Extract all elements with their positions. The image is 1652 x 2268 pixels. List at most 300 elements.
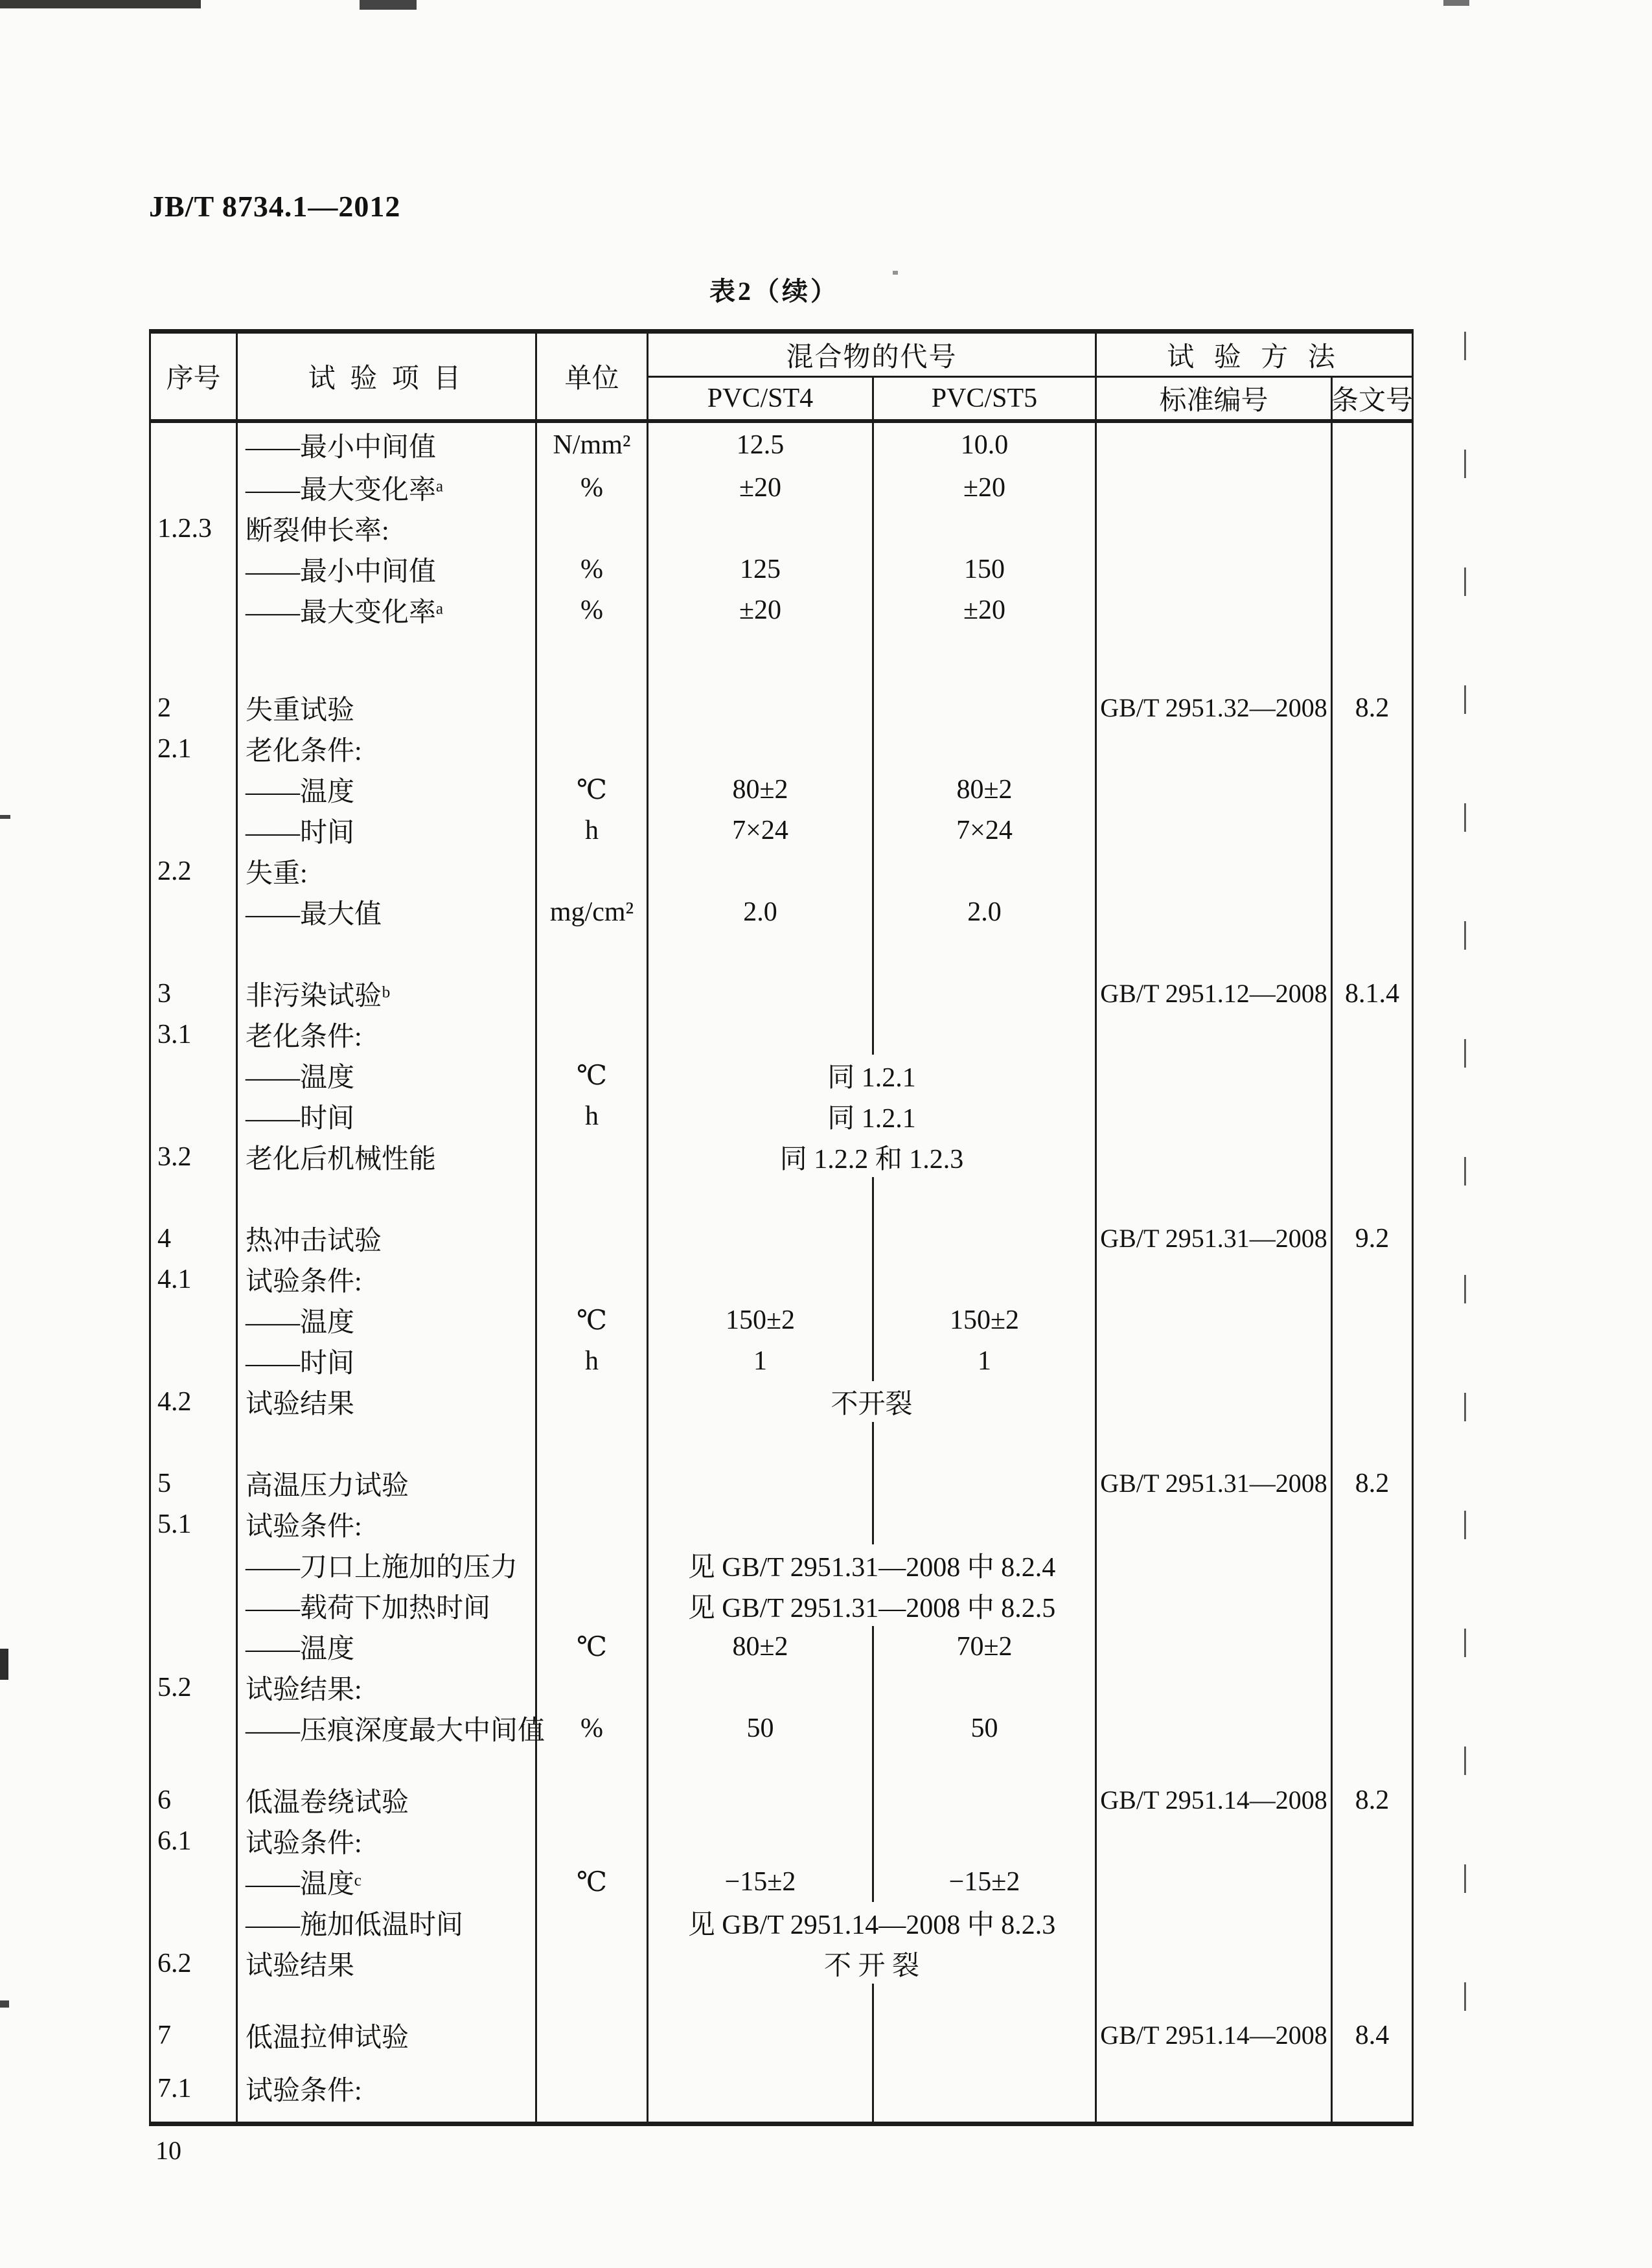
table-row <box>151 1544 1412 1585</box>
cell-article <box>1333 630 1412 687</box>
cell-standard <box>1097 1422 1333 1463</box>
table-row <box>151 590 1412 630</box>
cell-article <box>1333 1055 1412 1095</box>
cell-unit: % <box>537 590 648 630</box>
cell-unit: ℃ <box>537 1626 648 1667</box>
cell-st4 <box>648 1780 874 1820</box>
cell-standard <box>1097 1014 1333 1055</box>
cell-seq <box>151 1984 238 2015</box>
table-title: 表2（续） <box>709 277 839 306</box>
cell-seq <box>151 1585 238 1626</box>
cell-seq <box>151 1095 238 1136</box>
cell-standard <box>1097 769 1333 810</box>
table-row <box>151 1748 1412 1780</box>
cell-st4 <box>648 973 874 1014</box>
table-row <box>151 1902 1412 1943</box>
cell-article <box>1333 769 1412 810</box>
cell-seq: 2.1 <box>151 728 238 769</box>
cell-st5 <box>874 630 1097 687</box>
cell-item: ——时间 <box>238 1340 537 1381</box>
cell-article: 8.2 <box>1355 1468 1390 1498</box>
cell-st5: 150 <box>874 549 1097 590</box>
table-row <box>151 1014 1412 1055</box>
cell-unit: % <box>537 549 648 590</box>
cell-st5: −15±2 <box>874 1861 1097 1902</box>
cell-st4 <box>648 1422 874 1463</box>
table-row <box>151 1259 1412 1300</box>
cell-span-value: 同 1.2.2 和 1.2.3 <box>648 1136 1097 1177</box>
table-row <box>151 810 1412 851</box>
cell-seq: 6.2 <box>151 1943 238 1984</box>
cell-st4: 80±2 <box>648 1626 874 1667</box>
cell-st5 <box>874 1463 1097 1504</box>
cell-seq: 4.1 <box>151 1259 238 1300</box>
cell-article <box>1333 1136 1412 1177</box>
header-seq: 序号 <box>151 334 238 419</box>
cell-seq: 6 <box>151 1780 238 1820</box>
table-body <box>151 423 1412 2122</box>
cell-standard <box>1097 1943 1333 1984</box>
table-row <box>151 1177 1412 1218</box>
cell-unit <box>537 508 648 549</box>
cell-span-value: 同 1.2.1 <box>648 1095 1097 1136</box>
cell-item: ——时间 <box>238 1095 537 1136</box>
cell-seq <box>151 1708 238 1748</box>
page-number: 10 <box>155 2136 181 2165</box>
cell-seq <box>151 1177 238 1218</box>
cell-span-value: 同 1.2.1 <box>648 1055 1097 1095</box>
cell-article <box>1333 1177 1412 1218</box>
cell-st4 <box>648 2056 874 2122</box>
cell-unit <box>537 1820 648 1861</box>
cell-standard <box>1097 1748 1333 1780</box>
cell-item: 热冲击试验 <box>238 1218 537 1259</box>
cell-unit <box>537 1504 648 1544</box>
cell-standard <box>1097 590 1333 630</box>
cell-st4 <box>648 728 874 769</box>
scan-mark-left-blob <box>0 1649 8 1680</box>
cell-article <box>1333 1626 1412 1667</box>
cell-standard <box>1097 1861 1333 1902</box>
cell-st4 <box>648 630 874 687</box>
table-row <box>151 1585 1412 1626</box>
cell-unit <box>537 630 648 687</box>
cell-st5: 2.0 <box>874 891 1097 932</box>
cell-item: ——刀口上施加的压力 <box>238 1544 537 1585</box>
scan-smudge-top-right <box>1443 0 1469 6</box>
cell-article <box>1333 1748 1412 1780</box>
cell-article <box>1333 1544 1412 1585</box>
cell-unit: ℃ <box>537 1861 648 1902</box>
cell-item <box>238 1422 537 1463</box>
cell-item: ——温度 <box>238 1055 537 1095</box>
cell-unit <box>537 687 648 728</box>
cell-item: ——施加低温时间 <box>238 1902 537 1943</box>
cell-seq: 5.2 <box>151 1667 238 1708</box>
cell-st5 <box>874 1177 1097 1218</box>
cell-seq: 6.1 <box>151 1820 238 1861</box>
table-row <box>151 508 1412 549</box>
cell-item: ——温度 <box>238 1300 537 1340</box>
cell-st4 <box>648 508 874 549</box>
cell-st5 <box>874 1820 1097 1861</box>
cell-standard <box>1097 1667 1333 1708</box>
cell-item <box>238 1984 537 2015</box>
cell-st5: 7×24 <box>874 810 1097 851</box>
cell-article <box>1333 2056 1412 2122</box>
table-row <box>151 1667 1412 1708</box>
cell-st4: ±20 <box>648 590 874 630</box>
cell-standard <box>1097 1626 1333 1667</box>
cell-unit <box>537 2056 648 2122</box>
cell-item: 试验结果 <box>238 1381 537 1422</box>
table-row <box>151 728 1412 769</box>
cell-item: 试验结果 <box>238 1943 537 1984</box>
cell-article <box>1333 728 1412 769</box>
cell-unit: % <box>537 1708 648 1748</box>
table-row <box>151 891 1412 932</box>
cell-unit <box>537 1748 648 1780</box>
table-row <box>151 1820 1412 1861</box>
cell-st4 <box>648 1667 874 1708</box>
cell-seq <box>151 1902 238 1943</box>
cell-item: ——时间 <box>238 810 537 851</box>
cell-article <box>1333 1820 1412 1861</box>
cell-item: 低温卷绕试验 <box>238 1780 537 1820</box>
cell-st4: 2.0 <box>648 891 874 932</box>
cell-item: 高温压力试验 <box>238 1463 537 1504</box>
cell-article <box>1333 1014 1412 1055</box>
cell-article <box>1333 932 1412 973</box>
table-row <box>151 1055 1412 1095</box>
cell-st4 <box>648 2015 874 2056</box>
cell-article: 8.2 <box>1355 1785 1390 1815</box>
cell-unit <box>537 1136 648 1177</box>
cell-article <box>1333 1259 1412 1300</box>
cell-article <box>1333 423 1412 467</box>
table-row <box>151 1780 1412 1820</box>
cell-st5 <box>874 687 1097 728</box>
cell-st4 <box>648 1259 874 1300</box>
cell-st5 <box>874 728 1097 769</box>
cell-st4 <box>648 1504 874 1544</box>
cell-st4 <box>648 1014 874 1055</box>
cell-st4 <box>648 932 874 973</box>
cell-article <box>1333 508 1412 549</box>
cell-standard <box>1097 1504 1333 1544</box>
cell-unit <box>537 1585 648 1626</box>
cell-article <box>1333 1340 1412 1381</box>
cell-standard <box>1097 932 1333 973</box>
table-row <box>151 932 1412 973</box>
cell-seq <box>151 630 238 687</box>
cell-unit <box>537 1259 648 1300</box>
cell-span-value: 不 开 裂 <box>648 1943 1097 1984</box>
cell-standard <box>1097 1340 1333 1381</box>
cell-seq <box>151 1626 238 1667</box>
cell-st4 <box>648 1463 874 1504</box>
cell-standard <box>1097 1055 1333 1095</box>
cell-st5: 70±2 <box>874 1626 1097 1667</box>
cell-st4 <box>648 1748 874 1780</box>
cell-st5 <box>874 1422 1097 1463</box>
cell-unit <box>537 1463 648 1504</box>
cell-standard: GB/T 2951.12—2008 <box>1097 973 1333 1014</box>
cell-st5: 10.0 <box>874 423 1097 467</box>
cell-article <box>1333 1095 1412 1136</box>
cell-standard <box>1097 1381 1333 1422</box>
table-row <box>151 851 1412 891</box>
cell-standard <box>1097 1708 1333 1748</box>
table-row <box>151 423 1412 467</box>
table-row <box>151 2056 1412 2122</box>
cell-unit <box>537 2015 648 2056</box>
cell-seq <box>151 590 238 630</box>
table-row <box>151 687 1412 728</box>
cell-standard <box>1097 1259 1333 1300</box>
cell-seq: 4 <box>151 1218 238 1259</box>
cell-unit <box>537 1014 648 1055</box>
cell-article <box>1333 1300 1412 1340</box>
table-row <box>151 1422 1412 1463</box>
header-item: 试 验 项 目 <box>238 334 537 419</box>
cell-article <box>1333 1708 1412 1748</box>
cell-item: ——压痕深度最大中间值 <box>238 1708 537 1748</box>
cell-item: 试验条件: <box>238 1259 537 1300</box>
table-row <box>151 1218 1412 1259</box>
cell-item: 失重试验 <box>238 687 537 728</box>
cell-item: 非污染试验ᵇ <box>238 973 537 1014</box>
cell-st5: 150±2 <box>874 1300 1097 1340</box>
cell-standard <box>1097 467 1333 508</box>
cell-item: ——最小中间值 <box>238 549 537 590</box>
cell-unit <box>537 1984 648 2015</box>
cell-seq: 3.1 <box>151 1014 238 1055</box>
header-pvc-st4: PVC/ST4 <box>648 378 874 419</box>
cell-item <box>238 630 537 687</box>
cell-st5: 80±2 <box>874 769 1097 810</box>
cell-standard <box>1097 1820 1333 1861</box>
table-row <box>151 1340 1412 1381</box>
cell-st4: 12.5 <box>648 423 874 467</box>
cell-item: 试验条件: <box>238 1820 537 1861</box>
cell-st5 <box>874 1984 1097 2015</box>
table-row <box>151 1381 1412 1422</box>
cell-seq <box>151 1422 238 1463</box>
cell-st5 <box>874 1259 1097 1300</box>
table-row <box>151 1300 1412 1340</box>
cell-standard <box>1097 1544 1333 1585</box>
cell-item: 老化条件: <box>238 728 537 769</box>
cell-standard <box>1097 423 1333 467</box>
cell-article <box>1333 1381 1412 1422</box>
cell-article <box>1333 1861 1412 1902</box>
table-row <box>151 630 1412 687</box>
cell-item <box>238 932 537 973</box>
cell-seq <box>151 1300 238 1340</box>
cell-article <box>1333 1943 1412 1984</box>
cell-st4: 125 <box>648 549 874 590</box>
table-row <box>151 1943 1412 1984</box>
cell-seq: 3 <box>151 973 238 1014</box>
table-row <box>151 1708 1412 1748</box>
cell-item: ——温度ᶜ <box>238 1861 537 1902</box>
cell-standard: GB/T 2951.14—2008 <box>1097 2015 1333 2056</box>
cell-article <box>1333 549 1412 590</box>
cell-st4: −15±2 <box>648 1861 874 1902</box>
cell-unit <box>537 1902 648 1943</box>
cell-standard <box>1097 2056 1333 2122</box>
table-row <box>151 1984 1412 2015</box>
cell-unit: h <box>537 1095 648 1136</box>
cell-st4: 7×24 <box>648 810 874 851</box>
cell-unit <box>537 973 648 1014</box>
cell-st4 <box>648 851 874 891</box>
cell-seq <box>151 1748 238 1780</box>
scan-smudge-top-left <box>0 0 201 8</box>
cell-seq: 5.1 <box>151 1504 238 1544</box>
cell-standard <box>1097 851 1333 891</box>
cell-article <box>1333 1667 1412 1708</box>
cell-item: 试验条件: <box>238 2056 537 2122</box>
cell-st5 <box>874 851 1097 891</box>
cell-standard: GB/T 2951.32—2008 <box>1097 687 1333 728</box>
cell-unit <box>537 1218 648 1259</box>
table-row <box>151 1136 1412 1177</box>
cell-unit: mg/cm² <box>537 891 648 932</box>
cell-seq <box>151 423 238 467</box>
cell-standard <box>1097 1095 1333 1136</box>
cell-unit: ℃ <box>537 1300 648 1340</box>
cell-standard <box>1097 1902 1333 1943</box>
cell-seq <box>151 1861 238 1902</box>
cell-article: 9.2 <box>1355 1223 1390 1254</box>
cell-st5 <box>874 2015 1097 2056</box>
cell-unit <box>537 1422 648 1463</box>
cell-item: ——最小中间值 <box>238 423 537 467</box>
cell-seq: 2.2 <box>151 851 238 891</box>
table-row <box>151 1463 1412 1504</box>
table-row <box>151 467 1412 508</box>
cell-standard: GB/T 2951.14—2008 <box>1097 1780 1333 1820</box>
cell-seq: 1.2.3 <box>151 508 238 549</box>
cell-standard <box>1097 1300 1333 1340</box>
cell-seq: 7.1 <box>151 2056 238 2122</box>
table-row <box>151 1861 1412 1902</box>
cell-standard <box>1097 891 1333 932</box>
cell-st5 <box>874 1218 1097 1259</box>
cell-unit: ℃ <box>537 1055 648 1095</box>
cell-item: 老化条件: <box>238 1014 537 1055</box>
table-row <box>151 1504 1412 1544</box>
cell-unit: h <box>537 1340 648 1381</box>
cell-unit <box>537 728 648 769</box>
cell-unit <box>537 1544 648 1585</box>
cell-standard: GB/T 2951.31—2008 <box>1097 1218 1333 1259</box>
table-row <box>151 549 1412 590</box>
cell-st5 <box>874 508 1097 549</box>
cell-seq <box>151 932 238 973</box>
cell-seq <box>151 769 238 810</box>
cell-standard <box>1097 1136 1333 1177</box>
cell-seq <box>151 810 238 851</box>
scan-speck-near-title <box>893 271 898 275</box>
cell-article: 8.1.4 <box>1345 978 1399 1009</box>
cell-seq <box>151 1544 238 1585</box>
table-row <box>151 769 1412 810</box>
header-method-group: 试 验 方 法 <box>1167 342 1342 372</box>
header-right-group <box>648 334 1412 419</box>
scan-edge-line <box>1464 332 1466 2081</box>
cell-unit: % <box>537 467 648 508</box>
cell-st4 <box>648 687 874 728</box>
cell-item: 试验结果: <box>238 1667 537 1708</box>
header-group-row <box>648 334 1412 378</box>
cell-standard: GB/T 2951.31—2008 <box>1097 1463 1333 1504</box>
cell-item: ——温度 <box>238 1626 537 1667</box>
cell-unit <box>537 1177 648 1218</box>
cell-seq: 7 <box>151 2015 238 2056</box>
cell-st4: 1 <box>648 1340 874 1381</box>
cell-seq: 2 <box>151 687 238 728</box>
scan-smudge-top <box>360 0 417 10</box>
cell-article: 8.4 <box>1355 2020 1390 2050</box>
cell-unit <box>537 1780 648 1820</box>
cell-item: ——最大值 <box>238 891 537 932</box>
cell-st5: ±20 <box>874 467 1097 508</box>
header-sub-row <box>648 378 1412 419</box>
cell-article <box>1333 590 1412 630</box>
standard-table <box>149 329 1414 2126</box>
cell-item: 低温拉伸试验 <box>238 2015 537 2056</box>
cell-standard <box>1097 630 1333 687</box>
cell-st5: 1 <box>874 1340 1097 1381</box>
cell-st4: 50 <box>648 1708 874 1748</box>
cell-article: 8.2 <box>1355 693 1390 723</box>
cell-article <box>1333 810 1412 851</box>
cell-seq <box>151 1055 238 1095</box>
cell-article <box>1333 1585 1412 1626</box>
doc-code: JB/T 8734.1—2012 <box>149 190 401 223</box>
table-row <box>151 2015 1412 2056</box>
cell-item: 试验条件: <box>238 1504 537 1544</box>
cell-span-value: 见 GB/T 2951.14—2008 中 8.2.3 <box>648 1902 1097 1943</box>
cell-standard <box>1097 508 1333 549</box>
cell-article <box>1333 1984 1412 2015</box>
cell-st4: 150±2 <box>648 1300 874 1340</box>
cell-seq <box>151 891 238 932</box>
cell-unit <box>537 851 648 891</box>
cell-standard <box>1097 1984 1333 2015</box>
table-header <box>151 334 1412 423</box>
header-pvc-st5: PVC/ST5 <box>874 378 1097 419</box>
cell-st5 <box>874 1780 1097 1820</box>
cell-seq: 4.2 <box>151 1381 238 1422</box>
scan-mark-left-small <box>0 2000 9 2008</box>
cell-st5 <box>874 1014 1097 1055</box>
cell-standard <box>1097 1177 1333 1218</box>
cell-item <box>238 1748 537 1780</box>
cell-item: 失重: <box>238 851 537 891</box>
cell-unit: h <box>537 810 648 851</box>
cell-span-value: 不开裂 <box>648 1381 1097 1422</box>
cell-article <box>1333 851 1412 891</box>
cell-unit: ℃ <box>537 769 648 810</box>
cell-article <box>1333 467 1412 508</box>
cell-span-value: 见 GB/T 2951.31—2008 中 8.2.4 <box>648 1544 1097 1585</box>
cell-st4 <box>648 1820 874 1861</box>
cell-st5 <box>874 1504 1097 1544</box>
